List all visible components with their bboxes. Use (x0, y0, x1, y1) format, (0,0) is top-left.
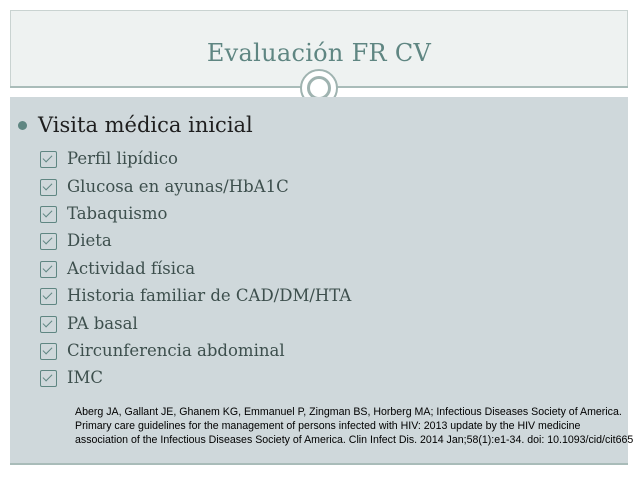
sub-bullet-text: Circunferencia abdominal (67, 340, 285, 360)
bottom-divider (10, 463, 628, 465)
sub-bullet-text: Actividad física (67, 258, 196, 278)
sub-bullet-text: PA basal (67, 313, 138, 333)
slide-title: Evaluación FR CV (206, 39, 432, 67)
checkbox-bullet-icon (40, 179, 55, 194)
sub-bullet-item (40, 172, 351, 199)
sub-bullet-item (40, 145, 351, 172)
citation-line: Primary care guidelines for the management of persons infected with HIV: 2013 update by the HIV medicine (75, 420, 581, 433)
sub-bullet-list (40, 145, 351, 392)
main-bullet (18, 113, 253, 137)
checkbox-bullet-icon (40, 261, 55, 276)
checkbox-bullet-icon (40, 316, 55, 331)
citation-line: association of the Infectious Diseases Society of America. Clin Infect Dis. 2014 Jan;58(1):e1-34. doi: 10.1093/cid/cit665 (75, 434, 634, 447)
citation (75, 405, 635, 448)
checkbox-bullet-icon (40, 343, 55, 358)
sub-bullet-text: Historia familiar de CAD/DM/HTA (67, 286, 352, 306)
checkbox-bullet-icon (40, 288, 55, 303)
sub-bullet-item (40, 337, 351, 364)
main-bullet-text: Visita médica inicial (38, 113, 253, 137)
checkbox-bullet-icon (40, 370, 55, 385)
sub-bullet-text: Tabaquismo (67, 203, 168, 223)
citation-line: Aberg JA, Gallant JE, Ghanem KG, Emmanuel P, Zingman BS, Horberg MA; Infectious Diseases Society of America. (75, 406, 622, 418)
sub-bullet-item (40, 309, 351, 336)
sub-bullet-text: IMC (67, 368, 104, 388)
sub-bullet-text: Glucosa en ayunas/HbA1C (67, 176, 289, 196)
checkbox-bullet-icon (40, 206, 55, 221)
checkbox-bullet-icon (40, 151, 55, 166)
filled-circle-bullet-icon (18, 121, 27, 130)
sub-bullet-text: Dieta (67, 231, 112, 251)
sub-bullet-item (40, 364, 351, 391)
sub-bullet-item (40, 227, 351, 254)
checkbox-bullet-icon (40, 233, 55, 248)
sub-bullet-item (40, 255, 351, 282)
sub-bullet-item (40, 282, 351, 309)
sub-bullet-item (40, 200, 351, 227)
sub-bullet-text: Perfil lipídico (67, 149, 178, 169)
